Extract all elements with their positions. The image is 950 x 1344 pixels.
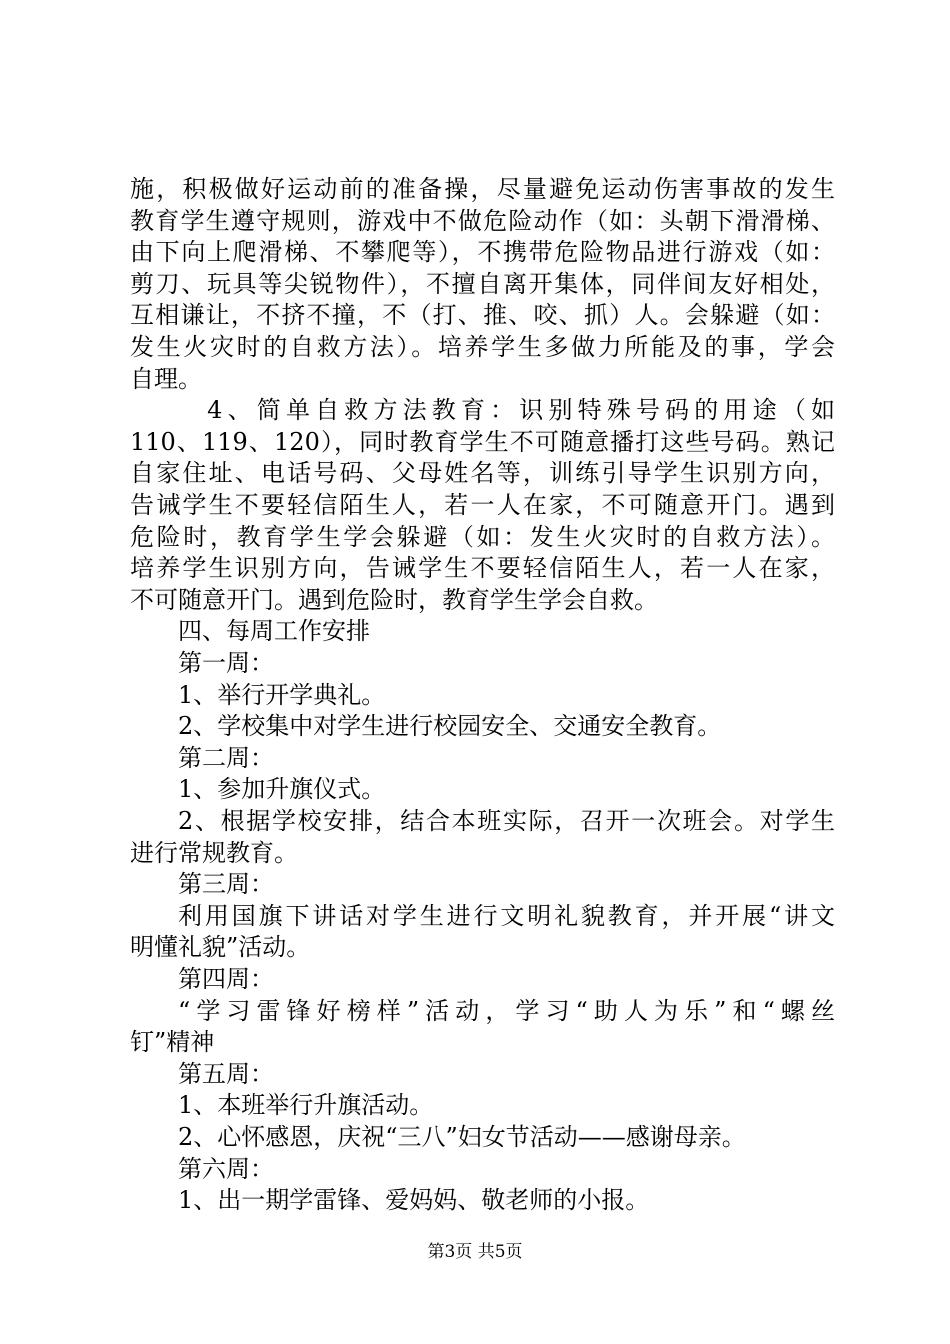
section-heading: 四、每周工作安排 [178, 617, 370, 645]
week-heading: 第五周： [178, 1060, 274, 1088]
text-line: “学习雷锋好榜样”活动，学习“助人为乐”和“螺丝 [178, 997, 835, 1025]
text-line: 自理。 [130, 365, 202, 393]
list-item: 1、出一期学雷锋、爱妈妈、敬老师的小报。 [178, 1186, 650, 1214]
text-line: 发生火灾时的自救方法）。培养学生多做力所能及的事，学会 [130, 333, 835, 361]
text-line: 告诫学生不要轻信陌生人，若一人在家，不可随意开门。遇到 [130, 491, 835, 519]
week-heading: 第四周： [178, 965, 274, 993]
section-heading-line: 4、简单自救方法教育：识别特殊号码的用途（如 [178, 396, 835, 424]
list-item: 1、举行开学典礼。 [178, 681, 386, 709]
week-heading: 第三周： [178, 870, 274, 898]
week-heading: 第六周： [178, 1155, 274, 1183]
text-line: 教育学生遵守规则，游戏中不做危险动作（如：头朝下滑滑梯、 [130, 207, 835, 235]
text-line: 110、119、120），同时教育学生不可随意播打这些号码。熟记 [130, 428, 835, 456]
text-line: 明懂礼貌”活动。 [130, 933, 311, 961]
text-line: 培养学生识别方向，告诫学生不要轻信陌生人，若一人在家， [130, 554, 835, 582]
list-item: 2、学校集中对学生进行校园安全、交通安全教育。 [178, 712, 722, 740]
text-line: 互相谦让，不挤不撞，不（打、推、咬、抓）人。会躲避（如： [130, 301, 835, 329]
text-line: 施，积极做好运动前的准备操，尽量避免运动伤害事故的发生 [130, 175, 835, 203]
text-line: 不可随意开门。遇到危险时，教育学生学会自救。 [130, 586, 658, 614]
text-line: 剪刀、玩具等尖锐物件），不擅自离开集体，同伴间友好相处， [130, 270, 835, 298]
list-item: 1、本班举行升旗活动。 [178, 1091, 434, 1119]
list-item: 2、心怀感恩，庆祝“三八”妇女节活动——感谢母亲。 [178, 1123, 746, 1151]
text-line: 利用国旗下讲话对学生进行文明礼貌教育，并开展“讲文 [178, 902, 835, 930]
text-line: 进行常规教育。 [130, 839, 298, 867]
list-item: 1、参加升旗仪式。 [178, 775, 386, 803]
page-number-footer: 第3页 共5页 [427, 1242, 523, 1262]
text-line: 自家住址、电话号码、父母姓名等，训练引导学生识别方向， [130, 459, 835, 487]
week-heading: 第一周： [178, 649, 274, 677]
text-line: 危险时，教育学生学会躲避（如：发生火灾时的自救方法）。 [130, 523, 835, 551]
list-item: 2、根据学校安排，结合本班实际，召开一次班会。对学生 [178, 807, 835, 835]
text-line: 由下向上爬滑梯、不攀爬等），不携带危险物品进行游戏（如： [130, 238, 835, 266]
week-heading: 第二周： [178, 744, 274, 772]
text-line: 钉”精神 [130, 1028, 215, 1056]
